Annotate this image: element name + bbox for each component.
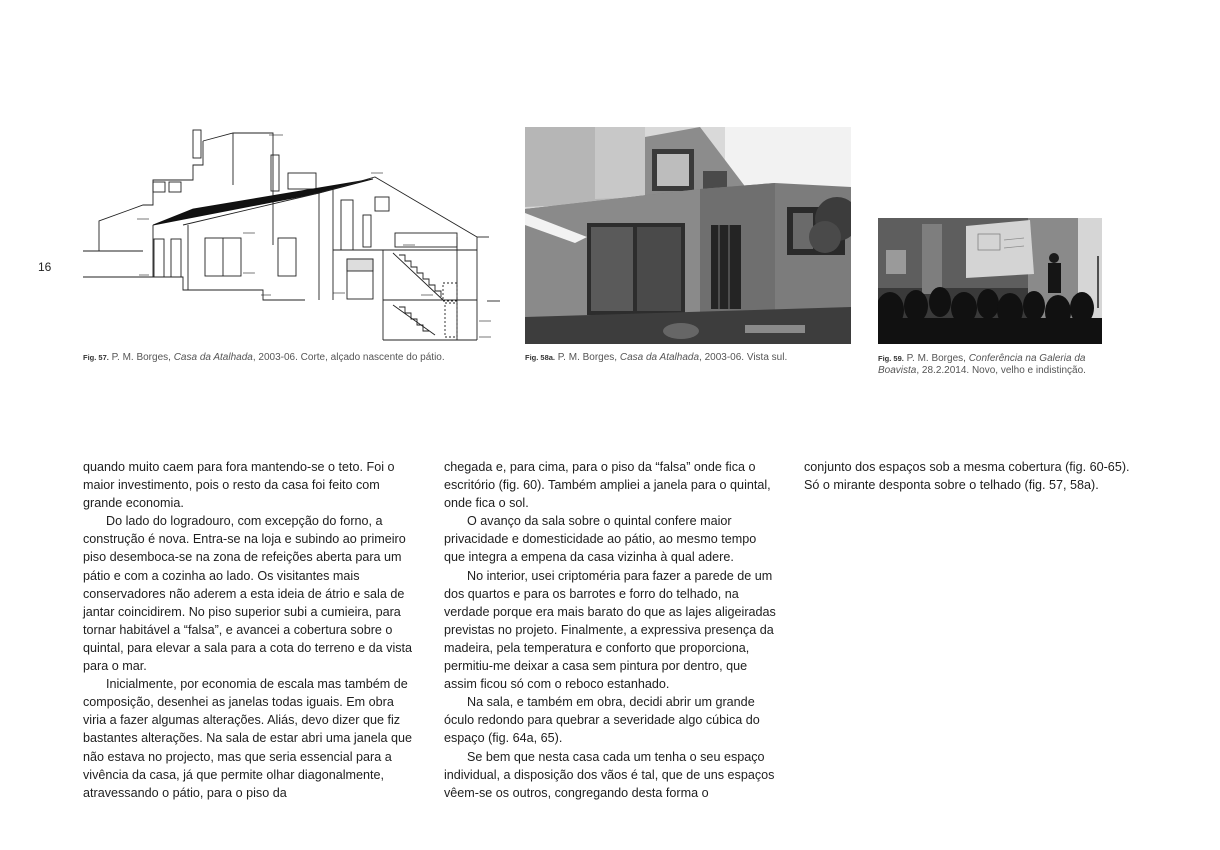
text-column-2 [444,458,779,802]
figure-58a-id: Fig. 58a. [525,353,556,362]
figure-58a-description: , 2003-06. Vista sul. [699,352,788,363]
figure-59-author: P. M. Borges, [906,353,966,364]
figure-58a-caption [525,352,855,364]
paragraph: Na sala, e também em obra, decidi abrir um grande óculo redondo para quebrar a severidade algo cúbica do espaço (fig. 64a, 65). [444,695,760,746]
figure-59-photo-conference [878,218,1102,344]
figure-57-author: P. M. Borges, [111,352,171,363]
figure-59-description: , 28.2.2014. Novo, velho e indistinção. [916,365,1086,376]
page-number: 16 [38,260,52,274]
figure-58a-author: P. M. Borges, [557,352,618,363]
figure-59-title: Conferência na Galeria da Boavista [878,353,1086,376]
paragraph: conjunto dos espaços sob a mesma cobertura (fig. 60-65). Só o mirante desponta sobre o telhado (fig. 57, 58a). [804,460,1130,493]
figure-57-description: , 2003-06. Corte, alçado nascente do pátio. [252,352,445,363]
paragraph: Se bem que nesta casa cada um tenha o seu espaço individual, a disposição dos vãos é tal, que de uns espaços vêem-se os outros, congregando desta forma o [444,749,775,800]
figure-57-caption [83,352,503,364]
figure-57-title: Casa da Atalhada [173,352,253,363]
paragraph: Inicialmente, por economia de escala mas também de composição, desenhei as janelas todas iguais. Em obra viria a fazer algumas alterações. Aliás, devo dizer que fiz bastantes alterações. Na sala de estar abri uma janela que não estava no projecto, mas que seria essencial para a vivência da casa, já que permite olhar diagonalmente, atravessando o pátio, para o piso da [83,677,413,800]
figure-59-caption [878,353,1110,377]
figure-58a-title: Casa da Atalhada [619,352,700,363]
figure-57-id: Fig. 57. [83,353,109,362]
paragraph: Do lado do logradouro, com excepção do forno, a construção é nova. Entra-se na loja e subindo ao primeiro piso desemboca-se na zona de refeições aberta para um pátio e com a cozinha ao lado. Os visitantes mais conservadores não aderem a esta ideia de átrio e sala de jantar coincidirem. No piso superior subi a cumieira, para tornar habitável a “falsa”, e avancei a cobertura sobre o quintal, para elevar a sala para a cota do terreno e da vista para o mar. [83,514,413,674]
paragraph: O avanço da sala sobre o quintal confere maior privacidade e domesticidade ao pátio, ao mesmo tempo que integra a empena da casa vizinha à qual adere. [444,514,757,565]
text-column-3 [804,458,1139,494]
figure-59-id: Fig. 59. [878,354,904,363]
paragraph: quando muito caem para fora mantendo-se o teto. Foi o maior investimento, pois o resto da casa foi feito com grande economia. [83,460,395,511]
paragraph: No interior, usei criptoméria para fazer a parede de um dos quartos e para os barrotes e forro do telhado, na verdade porque era mais barato do que as lajes aligeiradas previstas no projeto. Finalmente, a expressiva presença da madeira, pela temperatura e conforto que proporciona, permitiu-me deixar a casa sem pintura por dentro, que assim ficou só com o reboco estanhado. [444,568,776,692]
text-column-1 [83,458,418,802]
figure-57-section-drawing [83,125,500,343]
paragraph: chegada e, para cima, para o piso da “falsa” onde fica o escritório (fig. 60). Também ampliei a janela para o quintal, onde fica o sol. [444,460,771,511]
figure-58a-photo-south-view [525,127,851,344]
